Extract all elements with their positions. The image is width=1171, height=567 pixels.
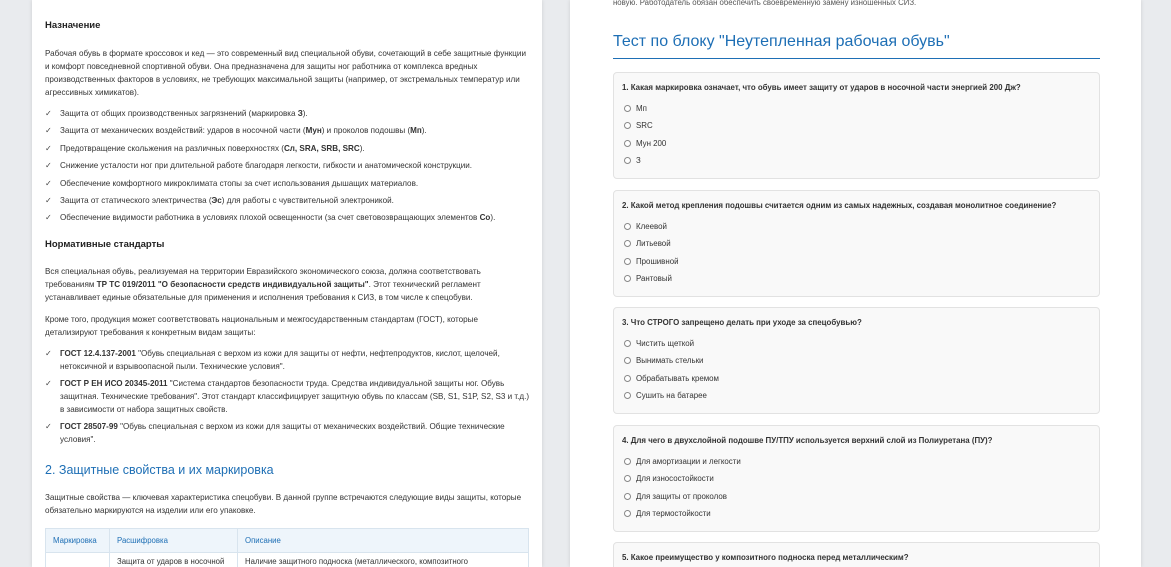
question-card (613, 307, 1100, 414)
question-card (613, 542, 1100, 567)
markings-table (45, 528, 529, 567)
item-text: ). (421, 126, 427, 136)
item-text: Защита от общих производственных загрязнений (маркировка (60, 109, 298, 118)
test-title: Тест по блоку "Неутепленная рабочая обувь" (613, 33, 950, 50)
answer-option[interactable] (624, 474, 714, 483)
gost-text: "Обувь специальная с верхом из кожи для защиты от нефти, нефтепродуктов, кислот, щелочей, нетоксичной и взрывоопасной пыли. Технические условия". (60, 349, 500, 371)
option-label: Литьевой (636, 239, 671, 249)
section2-text: Защитные свойства — ключевая характеристика спецобуви. В данной группе встречаются следующие виды защиты, которые обязательно маркируются на изделии или его упаковке. (45, 493, 522, 515)
radio-button[interactable] (624, 240, 631, 247)
norms-text-1-post: . Этот технический регламент устанавливает единые обязательные для применения и исполнения требования к СИЗ, в том числе к спецобуви. (45, 280, 481, 302)
radio-button[interactable] (624, 510, 631, 517)
check-icon: ✓ (45, 161, 52, 171)
list-item (45, 124, 530, 137)
option-label: Для амортизации и легкости (636, 457, 741, 466)
check-icon: ✓ (45, 126, 52, 136)
table-cell: Защита от ударов в носочной (110, 553, 238, 567)
option-label: Для термостойкости (636, 509, 711, 519)
gost-code: ГОСТ Р ЕН ИСО 20345-2011 (60, 379, 168, 388)
item-bold: Со (479, 213, 491, 223)
purpose-list (45, 107, 530, 229)
item-bold: Эс (211, 195, 222, 205)
question-text: 4. Для чего в двухслойной подошве ПУ/ТПУ используется верхний слой из Полиуретана (ПУ)? (622, 436, 993, 445)
list-item (45, 420, 530, 446)
radio-button[interactable] (624, 122, 631, 129)
radio-button[interactable] (624, 275, 631, 282)
norms-text-1-pre: Вся специальная обувь, реализуемая на территории Евразийского экономического союза, должна соответствовать требованиям (45, 267, 481, 289)
item-text: ). (490, 213, 496, 223)
list-item (45, 377, 530, 416)
option-label: Мун 200 (636, 138, 667, 148)
norms-heading: Нормативные стандарты (45, 239, 165, 250)
radio-button[interactable] (624, 493, 631, 500)
gost-text: "Система стандартов безопасности труда. Средства индивидуальной защиты ног. Обувь защитная. Технические требования". Этот стандарт классифицирует защитную обувь по классам (SB, S1, S1P, S2, S3 и т.д.) в зависимости от набора защитных свойств. (60, 379, 530, 414)
purpose-heading: Назначение (45, 20, 101, 31)
gost-code: ГОСТ 28507-99 (60, 422, 118, 431)
gost-code: ГОСТ 12.4.137-2001 (60, 349, 136, 358)
item-text: Обеспечение комфортного микроклимата стопы за счет использования дышащих материалов. (60, 178, 419, 188)
answer-option[interactable] (624, 257, 679, 266)
item-text: Предотвращение скольжения на различных поверхностях ( (60, 143, 284, 153)
list-item (45, 142, 530, 155)
question-text: 5. Какое преимущество у композитного подноска перед металлическим? (622, 553, 909, 562)
item-text: ) для работы с чувствительной электроникой. (221, 195, 394, 205)
answer-option[interactable] (624, 274, 672, 283)
check-icon: ✓ (45, 379, 52, 388)
radio-button[interactable] (624, 223, 631, 230)
purpose-text: Рабочая обувь в формате кроссовок и кед — это современный вид специальной обуви, сочетающий в себе защитные функции и комфорт повседневной спортивной обуви. Она предназначена для защиты ног работника от комплекса вредных производственных факторов в условиях, не требующих максимальной защиты (например, от экстремальных температур или агрессивных химикатов). (45, 49, 526, 97)
option-label: Чистить щеткой (636, 339, 695, 348)
check-icon: ✓ (45, 143, 52, 153)
norms-text-1 (45, 265, 530, 304)
list-item (45, 211, 530, 224)
option-label: Мп (636, 104, 647, 113)
list-item (45, 194, 530, 207)
check-icon: ✓ (45, 195, 52, 205)
radio-button[interactable] (624, 140, 631, 147)
test-panel (570, 0, 1141, 567)
option-label: SRC (636, 121, 653, 131)
question-text: 1. Какая маркировка означает, что обувь имеет защиту от ударов в носочной части энергией 200 Дж? (622, 83, 1021, 92)
answer-option[interactable] (624, 222, 667, 231)
radio-button[interactable] (624, 475, 631, 482)
item-bold: З (297, 109, 303, 118)
radio-button[interactable] (624, 357, 631, 364)
option-label: Рантовый (636, 274, 672, 284)
answer-option[interactable] (624, 457, 741, 466)
answer-option[interactable] (624, 509, 711, 518)
check-icon: ✓ (45, 349, 52, 358)
radio-button[interactable] (624, 157, 631, 164)
option-label: Обрабатывать кремом (636, 373, 719, 383)
radio-button[interactable] (624, 458, 631, 465)
item-bold: Мп (410, 126, 422, 136)
question-text: 3. Что СТРОГО запрещено делать при уходе за спецобувью? (622, 318, 862, 327)
item-text: Защита от статического электричества ( (60, 195, 212, 205)
norms-text-1-bold: ТР ТС 019/2011 "О безопасности средств индивидуальной защиты" (96, 280, 369, 289)
item-text: ). (302, 109, 308, 118)
option-label: Вынимать стельки (636, 356, 704, 366)
answer-option[interactable] (624, 104, 647, 113)
table-cell (46, 553, 110, 567)
norms-text-2: Кроме того, продукция может соответствовать национальным и межгосударственным стандартам (ГОСТ), которые детализируют требования к конкретным видам защиты: (45, 315, 478, 337)
table-header-decoding: Расшифровка (110, 529, 238, 553)
option-label: Для защиты от проколов (636, 491, 727, 501)
item-text: Защита от механических воздействий: ударов в носочной части ( (60, 126, 306, 136)
item-bold: Сл, SRA, SRB, SRC (283, 143, 360, 153)
previous-text: новую. Работодатель обязан обеспечить своевременную замену изношенных СИЗ. (613, 0, 917, 7)
list-item (45, 107, 530, 120)
option-label: Сушить на батарее (636, 391, 707, 401)
answer-option[interactable] (624, 374, 719, 383)
radio-button[interactable] (624, 375, 631, 382)
table-cell: Наличие защитного подноска (металлического, композитного (238, 553, 529, 567)
question-card (613, 425, 1100, 532)
answer-option[interactable] (624, 339, 694, 348)
answer-option[interactable] (624, 492, 727, 501)
option-label: Прошивной (636, 256, 679, 266)
table-header-marking: Маркировка (46, 529, 110, 553)
item-text: ) и проколов подошвы ( (321, 126, 411, 136)
gost-text: "Обувь специальная с верхом из кожи для защиты от механических воздействий. Общие технические условия". (60, 422, 505, 444)
item-text: ). (359, 143, 365, 153)
list-item (45, 177, 530, 190)
article-panel (32, 0, 542, 567)
option-label: З (636, 156, 641, 166)
question-card (613, 190, 1100, 297)
check-icon: ✓ (45, 422, 52, 431)
check-icon: ✓ (45, 178, 52, 188)
answer-option[interactable] (624, 139, 666, 148)
radio-button[interactable] (624, 392, 631, 399)
section2-heading: 2. Защитные свойства и их маркировка (45, 463, 274, 477)
list-item (45, 159, 530, 172)
answer-option[interactable] (624, 356, 703, 365)
answer-option[interactable] (624, 121, 653, 130)
answer-option[interactable] (624, 239, 671, 248)
option-label: Клеевой (636, 222, 667, 231)
gost-list (45, 347, 530, 450)
table-row (46, 553, 529, 567)
question-card (613, 72, 1100, 179)
answer-option[interactable] (624, 156, 641, 165)
answer-option[interactable] (624, 391, 707, 400)
radio-button[interactable] (624, 105, 631, 112)
item-text: Обеспечение видимости работника в условиях плохой освещенности (за счет световозвращающих элементов (60, 213, 480, 223)
title-divider (613, 58, 1100, 59)
radio-button[interactable] (624, 258, 631, 265)
check-icon: ✓ (45, 109, 52, 118)
table-header-description: Описание (238, 529, 529, 553)
option-label: Для износостойкости (636, 474, 714, 484)
item-text: Снижение усталости ног при длительной работе благодаря легкости, гибкости и анатомической конструкции. (60, 161, 473, 171)
radio-button[interactable] (624, 340, 631, 347)
question-text: 2. Какой метод крепления подошвы считается одним из самых надежных, создавая монолитное соединение? (622, 201, 1057, 210)
item-bold: Мун (305, 126, 322, 136)
list-item (45, 347, 530, 373)
check-icon: ✓ (45, 213, 52, 223)
